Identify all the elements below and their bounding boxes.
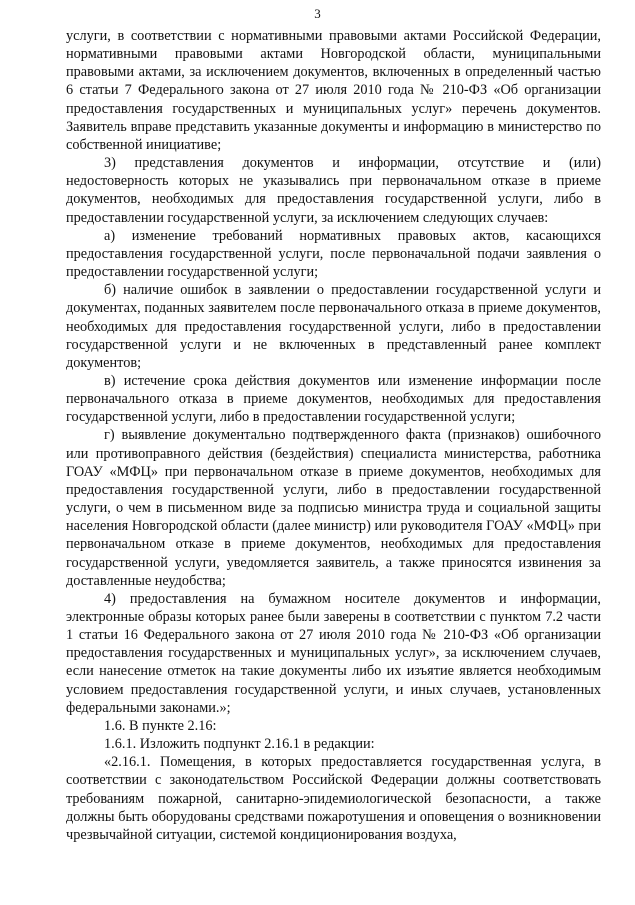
paragraph-clause-2-16-1: «2.16.1. Помещения, в которых предоставляется государственная услуга, в соответствии с законодательством Российской Федерации должны соответствовать требованиям пожарной, санитарно-эпидемиологической безопасности, а также должны быть оборудованы средствами пожаротушения и оповещения о возникновении чрезвычайной ситуации, системой кондиционирования воздуха,: [66, 754, 601, 843]
document-body: [66, 27, 601, 844]
paragraph-subitem-b: б) наличие ошибок в заявлении о предоставлении государственной услуги и документах, поданных заявителем после первоначального отказа в приеме документов, необходимых для предоставления государственной услуги, либо в предоставлении государственной услуги и не включенных в представленный ранее комплект документов;: [66, 282, 601, 371]
paragraph-item-3: 3) представления документов и информации, отсутствие и (или) недостоверность которых не указывались при первоначальном отказе в приеме документов, необходимых для предоставления государственной услуги, либо в предоставлении государственной услуги, за исключением следующих случаев:: [66, 155, 601, 226]
paragraph-subitem-v: в) истечение срока действия документов или изменение информации после первоначального отказа в приеме документов, необходимых для предоставления государственной услуги, либо в предоставлении государственной услуги;: [66, 372, 601, 426]
paragraph-section-1-6-1: 1.6.1. Изложить подпункт 2.16.1 в редакции:: [104, 736, 375, 753]
paragraph-subitem-a: а) изменение требований нормативных правовых актов, касающихся предоставления государственной услуги, после первоначальной подачи заявления о предоставлении государственной услуги;: [66, 227, 601, 281]
paragraph-section-1-6: 1.6. В пункте 2.16:: [104, 717, 217, 734]
paragraph-item-4: 4) предоставления на бумажном носителе документов и информации, электронные образы которых ранее были заверены в соответствии с пунктом 7.2 части 1 статьи 16 Федерального закона от 27 июля 2010 года № 210-ФЗ «Об организации предоставления государственных и муниципальных услуг», за исключением случаев, если нанесение отметок на такие документы либо их изъятие является необходимым условием предоставления государственной услуги, и иных случаев, установленных федеральными законами.»;: [66, 590, 601, 716]
paragraph-continuation: услуги, в соответствии с нормативными правовыми актами Российской Федерации, нормативными правовыми актами Новгородской области, муниципальными правовыми актами, за исключением документов, включенных в определенный частью 6 статьи 7 Федерального закона от 27 июля 2010 года № 210-ФЗ «Об организации предоставления государственных и муниципальных услуг» перечень документов. Заявитель вправе представить указанные документы и информацию в министерство по собственной инициативе;: [66, 28, 601, 153]
paragraph-subitem-g: г) выявление документально подтвержденного факта (признаков) ошибочного или противоправного действия (бездействия) специалиста министерства, работника ГОАУ «МФЦ» при первоначальном отказе в приеме документов, необходимых для предоставления государственной услуги, либо в предоставлении государственной услуги, о чем в письменном виде за подписью министра труда и социальной защиты населения Новгородской области (далее министр) или руководителя ГОАУ «МФЦ» при первоначальном отказе в приеме документов, необходимых для предоставления государственной услуги, уведомляется заявитель, а также приносятся извинения за доставленные неудобства;: [66, 427, 601, 589]
page-number: 3: [314, 6, 321, 21]
